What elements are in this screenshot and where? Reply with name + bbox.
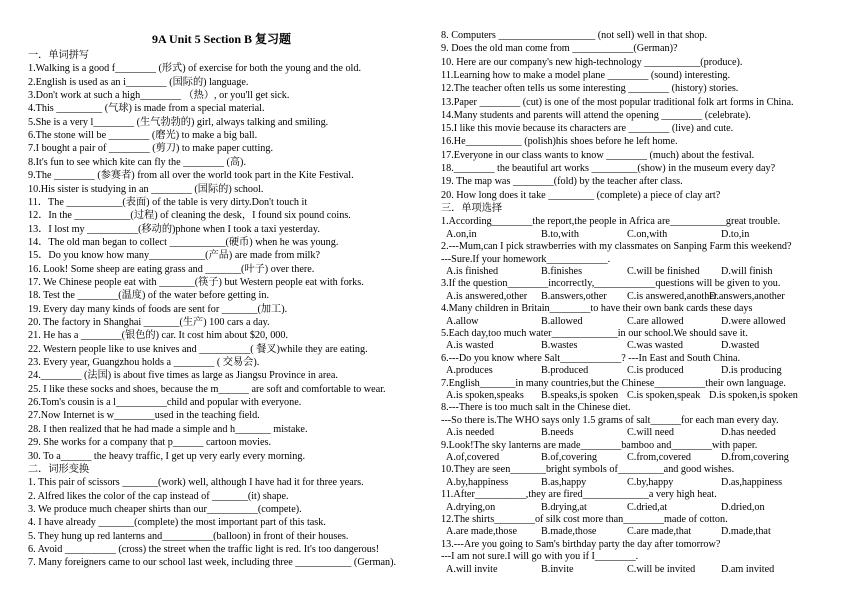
section-heading: 一．单词拼写 xyxy=(28,50,90,61)
mc-question-stem: ---I am not sure.I will go with you if I________. xyxy=(441,551,639,563)
mc-option-b: B.finishes xyxy=(541,265,583,277)
mc-option-a: A.by,happiness xyxy=(446,476,509,488)
question-item: 3.Don't work at such a high________ （热）, or you'll get sick. xyxy=(28,90,290,102)
mc-option-c: C.will be finished xyxy=(627,265,700,277)
question-item: 7.I bought a pair of ________ (剪刀) to make paper cutting. xyxy=(28,143,274,155)
mc-question-stem: 6.---Do you know where Salt____________? ---In East and South China. xyxy=(441,352,741,364)
question-item: 13．I lost my __________(移动的)phone when I took a taxi yesterday. xyxy=(28,223,320,235)
question-item: 19. The map was ________(fold) by the teacher after class. xyxy=(441,176,683,188)
question-item: 23. Every year, Guangzhou holds a ________ ( 交易会). xyxy=(28,357,260,369)
question-item: 9. Does the old man come from ____________(German)? xyxy=(441,43,678,55)
mc-option-b: B.invite xyxy=(541,563,574,575)
question-item: 6.The stone will be ________ (磨光) to make a big ball. xyxy=(28,130,258,142)
mc-option-d: D.will finish xyxy=(721,265,773,277)
mc-option-a: A.is finished xyxy=(446,265,499,277)
mc-question-stem: 9.Look!The sky lanterns are made________bamboo and________with paper. xyxy=(441,439,758,451)
question-item: 17.Everyone in our class wants to know ________ (much) about the festival. xyxy=(441,149,755,161)
mc-option-c: C.from,covered xyxy=(627,451,691,463)
question-item: 18. Test the ________(温度) of the water before getting in. xyxy=(28,290,269,302)
question-item: 27.Now Internet is w________used in the teaching field. xyxy=(28,410,260,422)
mc-option-a: A.is wasted xyxy=(446,340,494,352)
question-item: 4.This _________ (气球) is made from a special material. xyxy=(28,103,265,115)
question-item: 2. Alfred likes the color of the cap instead of _______(it) shape. xyxy=(28,490,289,502)
mc-option-c: C.by,happy xyxy=(627,476,674,488)
mc-option-d: D.answers,another xyxy=(709,290,785,302)
section-heading: 二．词形变换 xyxy=(28,463,90,475)
mc-option-b: B.produced xyxy=(541,365,589,377)
question-item: 3. We produce much cheaper shirts than our__________(compete). xyxy=(28,503,302,515)
question-item: 28. I then realized that he had made a simple and h_______ mistake. xyxy=(28,423,308,435)
question-item: 20. The factory in Shanghai _______(生产) 100 cars a day. xyxy=(28,317,270,328)
question-item: 5.She is a very l________ (生气勃勃的) girl, always talking and smiling. xyxy=(28,116,329,128)
mc-option-c: C.dried,at xyxy=(627,501,668,513)
mc-question-stem: 11.After__________,they are fired_____________a very high heat. xyxy=(441,489,717,501)
mc-option-d: D.were allowed xyxy=(721,315,786,327)
mc-option-c: C.is spoken,speak xyxy=(627,389,701,401)
question-item: 2.English is used as an i________ (国际的) language. xyxy=(28,76,249,88)
question-item: 15．Do you know how many___________(产品) are made from milk? xyxy=(28,250,320,262)
question-item: 7. Many foreigners came to our school last week, including three ___________ (German). xyxy=(28,557,397,569)
mc-question-stem: 1.According________the report,the people in Africa are___________great trouble. xyxy=(441,216,781,228)
mc-option-c: C.will need xyxy=(627,427,674,439)
question-item: 17. We Chinese people eat with _______(筷子) but Western people eat with forks. xyxy=(28,276,364,288)
question-item: 16.He___________ (polish)his shoes before he left home. xyxy=(441,136,678,148)
mc-question-stem: 7.English_______in many countries,but the Chinese__________their own language. xyxy=(441,377,786,389)
mc-option-c: C.are allowed xyxy=(627,315,684,327)
question-item: 8.It's fun to see which kite can fly the ________ (高). xyxy=(28,156,246,168)
mc-option-b: B.of,covering xyxy=(541,451,598,463)
mc-option-d: D.am invited xyxy=(721,563,775,575)
mc-option-a: A.of,covered xyxy=(446,451,500,463)
page-title: 9A Unit 5 Section B 复习题 xyxy=(152,32,292,46)
question-item: 1. This pair of scissors _______(work) well, although I have had it for three years. xyxy=(28,477,364,489)
question-item: 19. Every day many kinds of foods are sent for _______(加工). xyxy=(28,303,288,315)
mc-option-c: C.is answered,another xyxy=(627,290,718,302)
mc-option-b: B.to,with xyxy=(541,228,579,240)
question-item: 13.Paper ________ (cut) is one of the most popular traditional folk art forms in China. xyxy=(441,96,794,108)
mc-option-a: A.is answered,other xyxy=(446,290,528,302)
mc-question-stem: 10.They are seen_______bright symbols of_________and good wishes. xyxy=(441,464,735,476)
mc-option-c: C.is produced xyxy=(627,365,684,377)
mc-option-c: C.was wasted xyxy=(627,340,684,352)
question-item: 10.His sister is studying in an ________ (国际的) school. xyxy=(28,183,264,195)
question-item: 26.Tom's cousin is a l__________child and popular with everyone. xyxy=(28,397,302,409)
question-item: 8. Computers ___________________ (not sell) well in that shop. xyxy=(441,30,707,41)
mc-option-d: D.from,covering xyxy=(721,451,789,463)
mc-option-d: D.has needed xyxy=(721,427,776,439)
mc-option-b: B.speaks,is spoken xyxy=(541,389,619,401)
mc-option-b: B.answers,other xyxy=(541,290,607,302)
mc-option-b: B.as,happy xyxy=(541,476,587,488)
mc-option-c: C.are made,that xyxy=(627,526,692,538)
mc-option-d: D.is producing xyxy=(721,365,782,377)
mc-option-a: A.will invite xyxy=(446,563,498,575)
question-item: 18.________ the beautiful art works _________(show) in the museum every day? xyxy=(441,163,776,174)
mc-option-a: A.produces xyxy=(446,365,493,377)
mc-option-a: A.allow xyxy=(446,315,479,327)
mc-option-c: C.on,with xyxy=(627,228,668,240)
question-item: 25. I like these socks and shoes, because the m______ are soft and comfortable to wear. xyxy=(28,383,386,395)
mc-option-b: B.needs xyxy=(541,427,574,439)
question-item: 22. Western people like to use knives and __________( 餐叉)while they are eating. xyxy=(28,343,368,355)
mc-option-d: D.to,in xyxy=(721,228,750,240)
mc-question-stem: 12.The shirts________of silk cost more than________made of cotton. xyxy=(441,513,728,525)
question-item: 6. Avoid __________ (cross) the street when the traffic light is red. It's too dangerous! xyxy=(28,543,380,555)
question-item: 11．The ___________(表面) of the table is very dirty.Don't touch it xyxy=(28,196,308,208)
mc-option-b: B.wastes xyxy=(541,340,578,352)
mc-option-a: A.is needed xyxy=(446,427,495,439)
question-item: 30. To a______ the heavy traffic, I get up very early every morning. xyxy=(28,450,305,462)
question-item: 11.Learning how to make a model plane ________ (sound) interesting. xyxy=(441,69,731,81)
question-item: 14．The old man began to collect ___________(硬币) when he was young. xyxy=(28,236,339,248)
question-item: 29. She works for a company that p______ cartoon movies. xyxy=(28,437,272,449)
question-item: 16. Look! Some sheep are eating grass and _______(叶子) over there. xyxy=(28,263,315,275)
mc-option-a: A.are made,those xyxy=(446,526,517,538)
mc-question-stem: 2.---Mum,can I pick strawberries with my classmates on Sanping Farm this weekend? xyxy=(441,241,792,253)
mc-option-d: D.as,happiness xyxy=(721,476,783,488)
question-item: 21. He has a ________(银色的) car. It cost him about $20, 000. xyxy=(28,330,289,342)
question-item: 14.Many students and parents will attend the opening ________ (celebrate). xyxy=(441,109,751,121)
question-item: 9.The ________ (参赛者) from all over the world took part in the Kite Festival. xyxy=(28,170,354,182)
mc-question-stem: 5.Each day,too much water_____________in our school.We should save it. xyxy=(441,327,748,339)
question-item: 10. Here are our company's new high-technology ___________(produce). xyxy=(441,56,743,68)
mc-option-a: A.drying,on xyxy=(446,501,496,513)
mc-option-b: B.made,those xyxy=(541,526,597,538)
mc-question-stem: ---So there is.The WHO says only 1.5 grams of salt______for each man every day. xyxy=(441,414,779,426)
question-item: 12.The teacher often tells us some interesting ________ (history) stories. xyxy=(441,83,739,95)
question-item: 24.________ (法国) is about five times as large as Jiangsu Province in area. xyxy=(28,370,338,382)
mc-question-stem: 8.---There is too much salt in the Chinese diet. xyxy=(441,402,631,414)
mc-option-c: C.will be invited xyxy=(627,563,696,575)
mc-option-d: D.wasted xyxy=(721,340,760,352)
mc-option-a: A.on,in xyxy=(446,228,477,240)
mc-question-stem: 13.---Are you going to Sam's birthday party the day after tomorrow? xyxy=(441,538,721,550)
mc-option-d: D.is spoken,is spoken xyxy=(709,389,798,401)
mc-question-stem: 3.If the question________incorrectly,____________questions will be given to you. xyxy=(441,278,781,290)
mc-option-b: B.allowed xyxy=(541,315,583,327)
mc-question-stem: 4.Many children in Britain________to have their own bank cards these days xyxy=(441,303,753,315)
mc-option-b: B.drying,at xyxy=(541,501,587,513)
mc-option-d: D.dried,on xyxy=(721,501,765,513)
question-item: 12．In the ___________(过程) of cleaning the desk，I found six pound coins. xyxy=(28,210,351,222)
question-item: 15.I like this movie because its characters are ________ (live) and cute. xyxy=(441,123,734,135)
question-item: 1.Walking is a good f________ (形式) of exercise for both the young and the old. xyxy=(28,63,362,75)
question-item: 5. They hung up red lanterns and__________(balloon) in front of their houses. xyxy=(28,530,349,542)
mc-option-a: A.is spoken,speaks xyxy=(446,389,524,401)
mc-question-stem: ---Sure.If your homework____________. xyxy=(441,253,611,265)
mc-option-d: D.made,that xyxy=(721,526,771,538)
section-heading: 三．单项选择 xyxy=(441,202,503,214)
question-item: 20. How long does it take _________ (complete) a piece of clay art? xyxy=(441,189,721,201)
question-item: 4. I have already _______(complete) the most important part of this task. xyxy=(28,517,326,529)
